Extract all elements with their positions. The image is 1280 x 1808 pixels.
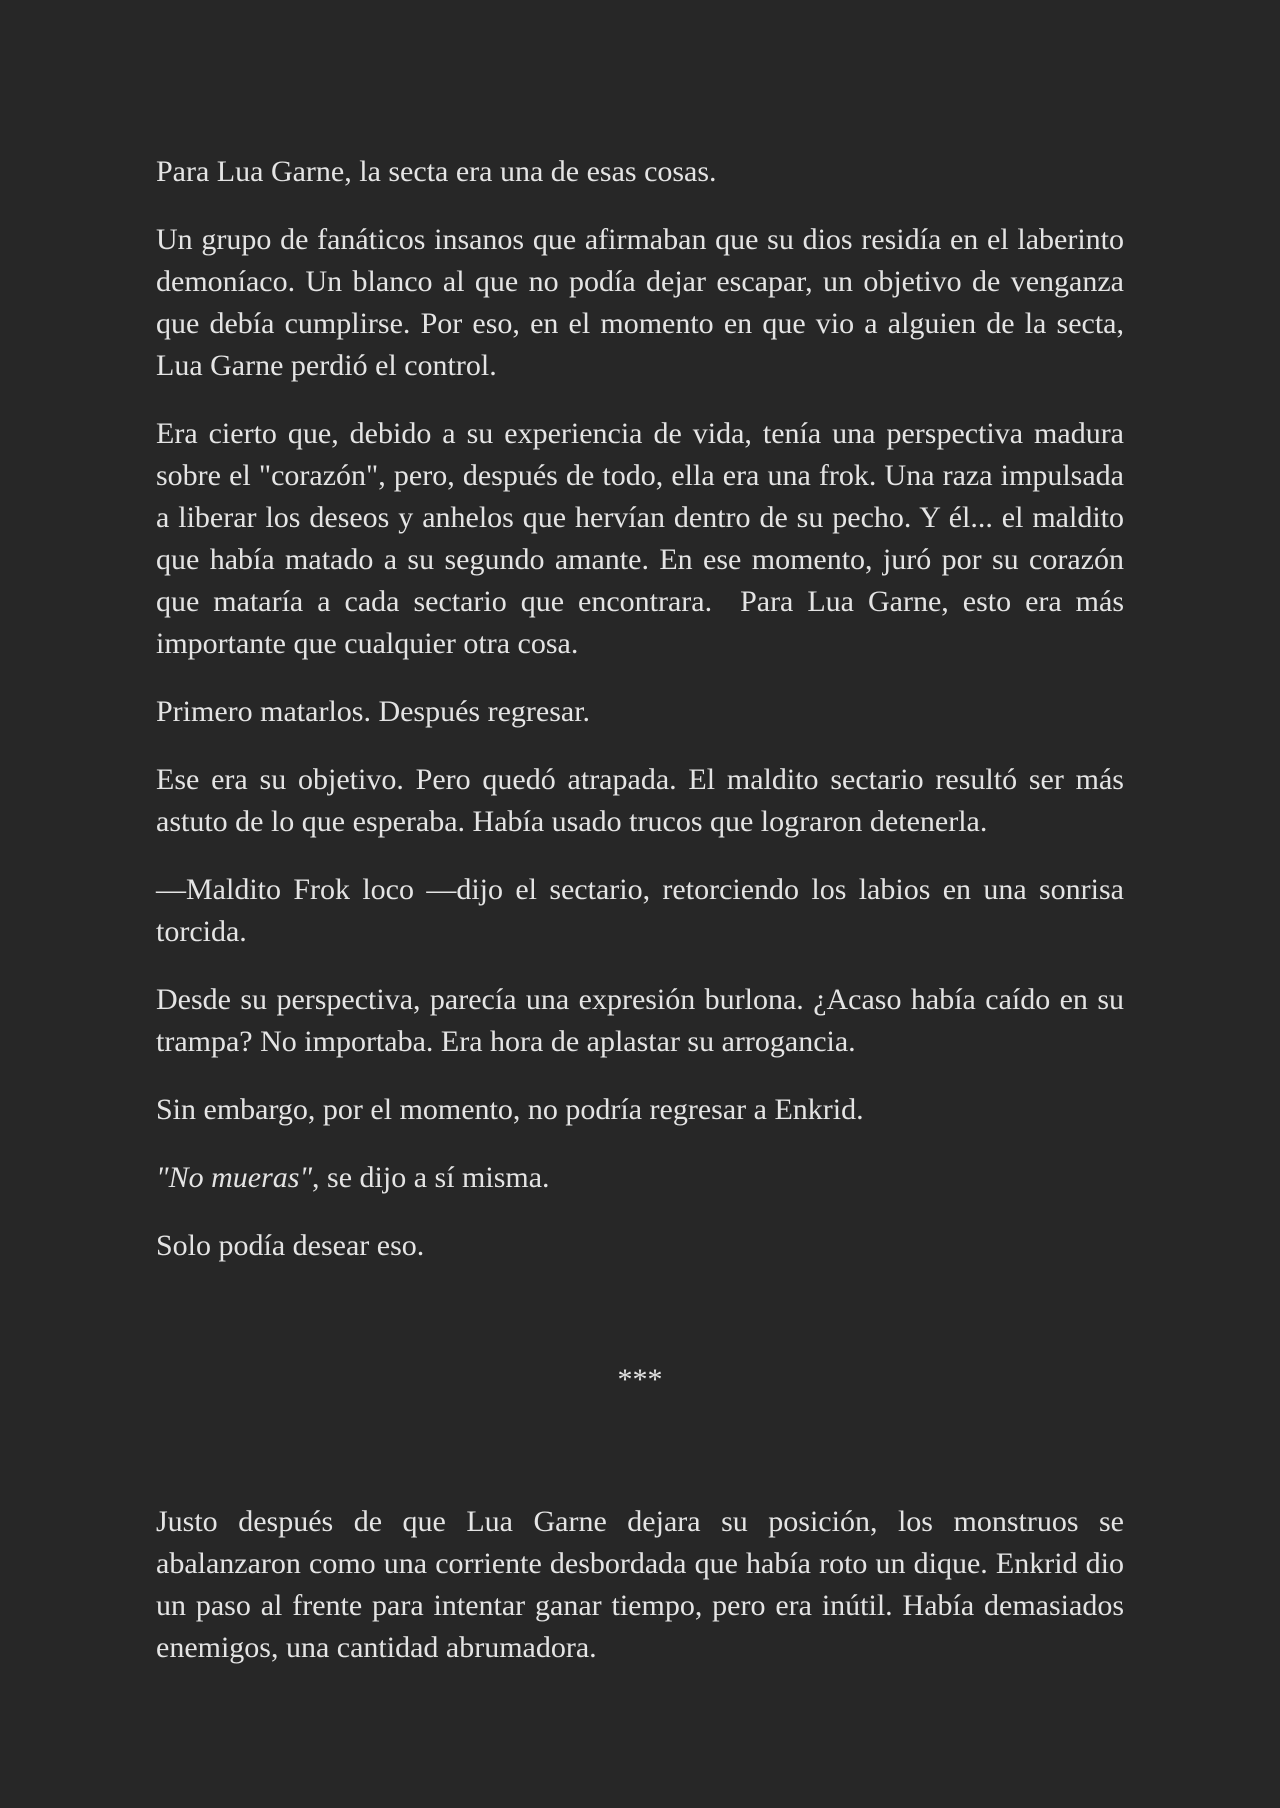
paragraph-10: Solo podía desear eso.: [156, 1229, 425, 1262]
paragraph-8: Sin embargo, por el momento, no podría regresar a Enkrid.: [156, 1093, 864, 1126]
paragraph-4: Primero matarlos. Después regresar.: [156, 695, 591, 728]
paragraph-6-dialogue: —Maldito Frok loco —dijo el sectario, retorciendo los labios en una sonrisa torcida.: [156, 873, 1124, 948]
paragraph-1: Para Lua Garne, la secta era una de esas cosas.: [156, 155, 717, 188]
inner-monologue-italic: "No mueras": [156, 1161, 313, 1194]
paragraph-2: Un grupo de fanáticos insanos que afirmaban que su dios residía en el laberinto demoníaco. Un blanco al que no podía dejar escapar, un objetivo de venganza que debía cumplirse. Por eso, en el momento en que vio a alguien de la secta, Lua Garne perdió el control.: [156, 223, 1124, 382]
paragraph-9-inner-monologue: [156, 1157, 1124, 1199]
scene-separator: ***: [617, 1363, 663, 1396]
paragraph-9-rest: , se dijo a sí misma.: [312, 1161, 550, 1194]
paragraph-11: Justo después de que Lua Garne dejara su posición, los monstruos se abalanzaron como una corriente desbordada que había roto un dique. Enkrid dio un paso al frente para intentar ganar tiempo, pero era inútil. Había demasiados enemigos, una cantidad abrumadora.: [156, 1505, 1124, 1664]
page-content: [156, 0, 1124, 1669]
paragraph-7: Desde su perspectiva, parecía una expresión burlona. ¿Acaso había caído en su trampa? No importaba. Era hora de aplastar su arrogancia.: [156, 983, 1124, 1058]
paragraph-5: Ese era su objetivo. Pero quedó atrapada. El maldito sectario resultó ser más astuto de lo que esperaba. Había usado trucos que lograron detenerla.: [156, 763, 1124, 838]
paragraph-3: Era cierto que, debido a su experiencia de vida, tenía una perspectiva madura sobre el "corazón", pero, después de todo, ella era una frok. Una raza impulsada a liberar los deseos y anhelos que hervían dentro de su pecho. Y él... el maldito que había matado a su segundo amante. En ese momento, juró por su corazón que mataría a cada sectario que encontrara. Para Lua Garne, esto era más importante que cualquier otra cosa.: [156, 417, 1124, 660]
